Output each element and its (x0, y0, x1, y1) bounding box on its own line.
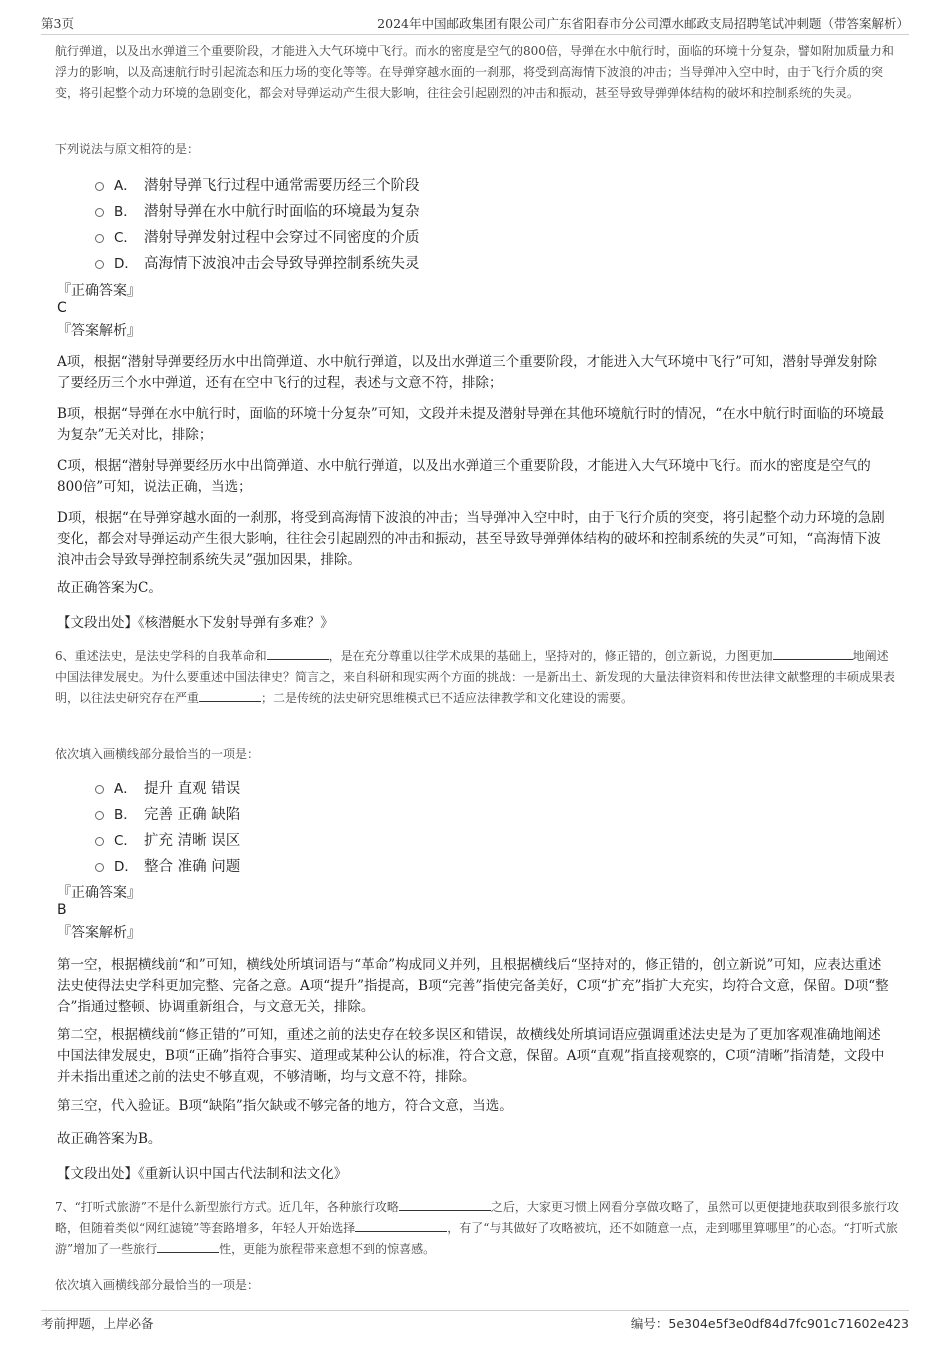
q6-option-a[interactable]: A． 提升 直观 错误 (95, 774, 240, 800)
q5-lead: 下列说法与原文相符的是： (55, 142, 200, 156)
q6-analysis-3: 第三空，代入验证。B项“缺陷”指欠缺或不够完备的地方，符合文意，当选。 (57, 1098, 513, 1114)
q6-option-b[interactable]: B． 完善 正确 缺陷 (95, 800, 240, 826)
q5-option-d[interactable]: D． 高海情下波浪冲击会导致导弹控制系统失灵 (95, 249, 420, 275)
q6-conclusion: 故正确答案为B。 (57, 1131, 162, 1147)
q6-answer: B (57, 902, 67, 918)
radio-icon[interactable] (95, 785, 104, 794)
radio-icon[interactable] (95, 182, 104, 191)
q7-lead: 依次填入画横线部分最恰当的一项是： (55, 1278, 260, 1292)
q6-answer-label: 『正确答案』 (57, 885, 141, 901)
q6-analysis-1: 第一空，根据横线前“和”可知，横线处所填词语与“革命”构成同义并列，且根据横线后“坚持对的，修正错的，创立新说”可知，应表达重述法史使得法史学科更加完整、完备之意。A项“提升”指提高，B项“完善”指使完备美好，C项“扩充”指扩大充实，均符合文意，保留。D项“整合”指通过整顿、协调重新组合，与文意无关，排除。 (57, 957, 889, 1015)
page-number: 第3页 (41, 16, 74, 31)
q5-source: 【文段出处】《核潜艇水下发射导弹有多难？》 (57, 615, 334, 631)
q5-analysis-c: C项，根据“潜射导弹要经历水中出筒弹道、水中航行弹道，以及出水弹道三个重要阶段，才能进入大气环境中飞行。而水的密度是空气的800倍”可知，说法正确，当选； (57, 458, 871, 495)
q6-options (95, 774, 240, 878)
q5-conclusion: 故正确答案为C。 (57, 580, 162, 596)
blank-line (267, 647, 329, 660)
q6-option-c[interactable]: C． 扩充 清晰 误区 (95, 826, 240, 852)
q6-lead: 依次填入画横线部分最恰当的一项是： (55, 747, 260, 761)
radio-icon[interactable] (95, 863, 104, 872)
document-title: 2024年中国邮政集团有限公司广东省阳春市分公司潭水邮政支局招聘笔试冲刺题（带答案解析） (377, 16, 909, 31)
radio-icon[interactable] (95, 260, 104, 269)
q7-stem: 7、“打听式旅游”不是什么新型旅行方式。近几年，各种旅行攻略 之后，大家更习惯上网看分享做攻略了，虽然可以更便捷地获取到很多旅行攻略，但随着类似“网红滤镜”等套路增多，年轻人开始选择 ，有了“与其做好了攻略被坑，还不如随意一点，走到哪里算哪里”的心态。“打听式旅游”增加了一些旅行 性，更能为旅程带来意想不到的惊喜感。 (55, 1200, 899, 1256)
blank-line (773, 647, 853, 660)
q5-options (95, 171, 420, 275)
q5-answer: C (57, 300, 67, 316)
q5-analysis-a: A项，根据“潜射导弹要经历水中出筒弹道、水中航行弹道，以及出水弹道三个重要阶段，才能进入大气环境中飞行”可知，潜射导弹发射除了要经历三个水中弹道，还有在空中飞行的过程，表述与文意不符，排除； (57, 354, 878, 391)
radio-icon[interactable] (95, 234, 104, 243)
q6-analysis-label: 『答案解析』 (57, 925, 141, 941)
radio-icon[interactable] (95, 837, 104, 846)
q5-option-c[interactable]: C． 潜射导弹发射过程中会穿过不同密度的介质 (95, 223, 420, 249)
q5-option-a[interactable]: A． 潜射导弹飞行过程中通常需要历经三个阶段 (95, 171, 420, 197)
q5-answer-label: 『正确答案』 (57, 283, 141, 299)
q6-option-d[interactable]: D． 整合 准确 问题 (95, 852, 240, 878)
q6-analysis-2: 第二空，根据横线前“修正错的”可知，重述之前的法史存在较多误区和错误，故横线处所填词语应强调重述法史是为了更加客观准确地阐述中国法律发展史，B项“正确”指符合事实、道理或某种公认的标准，符合文意，保留。A项“直观”指直接观察的，C项“清晰”指清楚，文段中并未指出重述之前的法史不够直观，不够清晰，均与文意不符，排除。 (57, 1027, 885, 1085)
blank-line (199, 689, 261, 702)
q6-source: 【文段出处】《重新认识中国古代法制和法文化》 (57, 1166, 348, 1182)
q5-analysis-d: D项，根据“在导弹穿越水面的一刹那，将受到高海情下波浪的冲击；当导弹冲入空中时，由于飞行介质的突变，将引起整个动力环境的急剧变化，都会对导弹运动产生很大影响，往往会引起剧烈的冲击和振动，甚至导致导弹弹体结构的破坏和控制系统的失灵”可知，“高海情下波浪冲击会导致导弹控制系统失灵”强加因果，排除。 (57, 510, 885, 568)
footer-slogan: 考前押题，上岸必备 (41, 1316, 154, 1331)
radio-icon[interactable] (95, 208, 104, 217)
page-header (41, 12, 909, 35)
q5-option-b[interactable]: B． 潜射导弹在水中航行时面临的环境最为复杂 (95, 197, 420, 223)
q5-analysis-b: B项，根据“导弹在水中航行时，面临的环境十分复杂”可知，文段并未提及潜射导弹在其他环境航行时的情况，“在水中航行时面临的环境最为复杂”无关对比，排除； (57, 406, 885, 443)
footer-code: 编号：5e304e5f3e0df84d7fc901c71602e423 (630, 1316, 909, 1331)
blank-line (399, 1198, 491, 1211)
radio-icon[interactable] (95, 811, 104, 820)
q5-analysis-label: 『答案解析』 (57, 323, 141, 339)
q6-stem: 6、重述法史，是法史学科的自我革命和 ，是在充分尊重以往学术成果的基础上，坚持对的，修正错的，创立新说，力图更加 地阐述中国法律发展史。为什么要重述中国法律史？简言之，来自科研和现实两个方面的挑战：一是新出土、新发现的大量法律资料和传世法律文献整理的丰硕成果表明，以往法史研究存在严重 ；二是传统的法史研究思维模式已不适应法律教学和文化建设的需要。 (55, 649, 896, 705)
page-footer (41, 1310, 909, 1331)
blank-line (355, 1219, 447, 1232)
passage-text: 航行弹道，以及出水弹道三个重要阶段，才能进入大气环境中飞行。而水的密度是空气的800倍，导弹在水中航行时，面临的环境十分复杂，譬如附加质量力和浮力的影响，以及高速航行时引起流态和压力场的变化等等。在导弹穿越水面的一刹那，将受到高海情下波浪的冲击；当导弹冲入空中时，由于飞行介质的突变，将引起整个动力环境的急剧变化，都会对导弹运动产生很大影响，往往会引起剧烈的冲击和振动，甚至导致导弹弹体结构的破坏和控制系统的失灵。 (55, 44, 894, 100)
blank-line (157, 1240, 219, 1253)
